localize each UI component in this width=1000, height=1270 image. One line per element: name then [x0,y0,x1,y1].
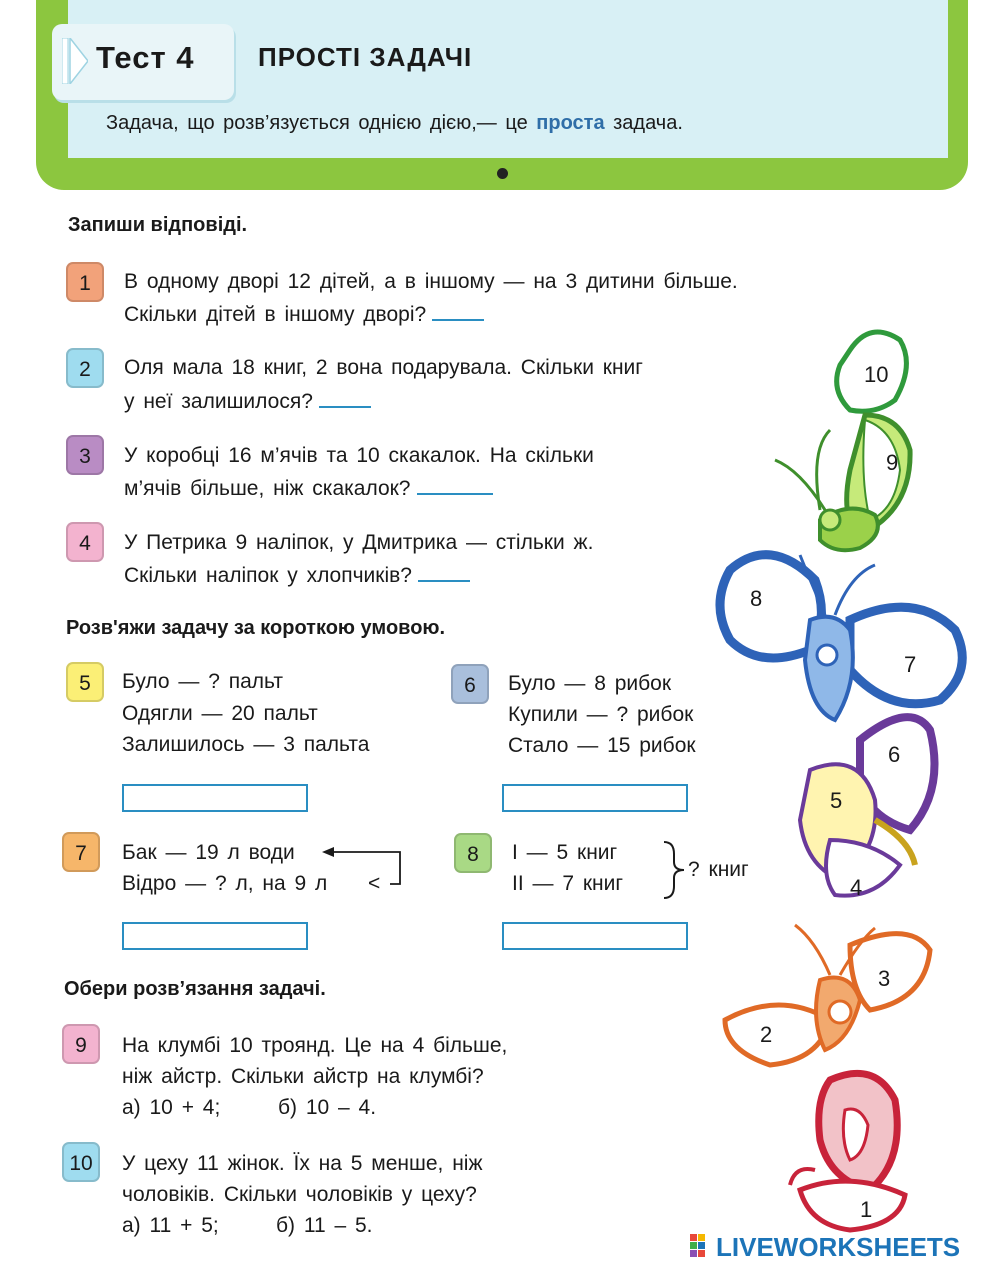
butterfly-number-7: 7 [904,652,917,677]
task-10-option-b[interactable]: б) 11 – 5. [276,1214,373,1237]
banner-dot [497,168,508,179]
task-7-line-1: Бак — 19 л води [122,841,295,864]
task-5-line-2: Одягли — 20 пальт [122,702,318,725]
test-label: Тест 4 [96,40,195,75]
answer-box-7[interactable] [122,922,308,950]
task-5-line-3: Залишилось — 3 пальта [122,733,370,756]
butterfly-number-2: 2 [760,1022,773,1047]
task-9-line-2: ніж айстр. Скільки айстр на клумбі? [122,1065,484,1088]
task-7-line-2: Відро — ? л, на 9 л [122,872,328,895]
butterfly-number-10: 10 [864,362,889,387]
task-number-4: 4 [66,522,104,562]
red-butterfly-icon [790,1073,905,1230]
watermark: LIVEWORKSHEETS [716,1232,961,1262]
brace-icon [660,840,690,900]
task-number-6: 6 [451,664,489,704]
task-3-line-2: м’ячів більше, ніж скакалок? [124,475,493,501]
page-title: ПРОСТІ ЗАДАЧІ [258,42,473,72]
task-4-line-1: У Петрика 9 наліпок, у Дмитрика — стільки ж. [124,531,594,554]
task-4-line-2: Скільки наліпок у хлопчиків? [124,562,470,588]
answer-blank-1[interactable] [432,301,484,321]
answer-blank-4[interactable] [418,562,470,582]
butterfly-number-3: 3 [878,966,891,991]
task-number-2: 2 [66,348,104,388]
task-number-9: 9 [62,1024,100,1064]
section-write-answers: Запиши відповіді. [68,214,248,236]
task-8-total: ? книг [688,858,749,881]
task-2-line-2: у неї залишилося? [124,388,371,414]
task-3-line-1: У коробці 16 м’ячів та 10 скакалок. На скільки [124,444,594,467]
yellow-butterfly-icon [800,717,935,895]
section-solve-short: Розв'яжи задачу за короткою умовою. [66,617,446,639]
task-10-option-a[interactable]: а) 11 + 5; [122,1214,219,1237]
task-8-line-2: II — 7 книг [512,872,624,895]
answer-blank-2[interactable] [319,388,371,408]
task-6-line-1: Було — 8 рибок [508,672,672,695]
answer-blank-3[interactable] [417,475,493,495]
task-10-line-1: У цеху 11 жінок. Їх на 5 менше, ніж [122,1152,483,1175]
task-9-option-b[interactable]: б) 10 – 4. [278,1096,377,1119]
answer-box-8[interactable] [502,922,688,950]
orange-butterfly-icon [725,925,930,1065]
butterfly-number-4: 4 [850,875,863,900]
task-8-line-1: I — 5 книг [512,841,618,864]
liveworksheets-logo-icon [690,1234,714,1258]
task-1-line-2: Скільки дітей в іншому дворі? [124,301,484,327]
section-choose-solution: Обери розв’язання задачі. [64,978,326,1000]
task-5-line-1: Було — ? пальт [122,670,283,693]
butterflies-illustration [700,320,1000,1240]
task-6-line-2: Купили — ? рибок [508,703,694,726]
task-9-line-1: На клумбі 10 троянд. Це на 4 більше, [122,1034,508,1057]
task-number-5: 5 [66,662,104,702]
butterfly-number-5: 5 [830,788,843,813]
butterfly-number-9: 9 [886,450,899,475]
task-9-option-a[interactable]: а) 10 + 4; [122,1096,221,1119]
task-2-line-1: Оля мала 18 книг, 2 вона подарувала. Скільки книг [124,356,643,379]
comparison-arrow-icon [318,840,408,896]
task-10-line-2: чоловіків. Скільки чоловіків у цеху? [122,1183,477,1206]
answer-box-5[interactable] [122,784,308,812]
task-number-1: 1 [66,262,104,302]
task-6-line-3: Стало — 15 рибок [508,734,696,757]
tab-arrow-icon [62,38,88,84]
task-7-arrow-mark: < [368,872,381,895]
task-number-10: 10 [62,1142,100,1182]
definition-text: Задача, що розв’язується однією дією,— це проста задача. [106,112,683,134]
butterfly-number-6: 6 [888,742,901,767]
task-1-line-1: В одному дворі 12 дітей, а в іншому — на 3 дитини більше. [124,270,738,293]
butterfly-number-1: 1 [860,1197,873,1222]
task-number-8: 8 [454,833,492,873]
task-number-7: 7 [62,832,100,872]
blue-butterfly-icon [720,555,962,720]
task-number-3: 3 [66,435,104,475]
butterfly-number-8: 8 [750,586,763,611]
definition-highlight: проста [536,112,605,134]
answer-box-6[interactable] [502,784,688,812]
green-butterfly-icon [775,332,910,550]
